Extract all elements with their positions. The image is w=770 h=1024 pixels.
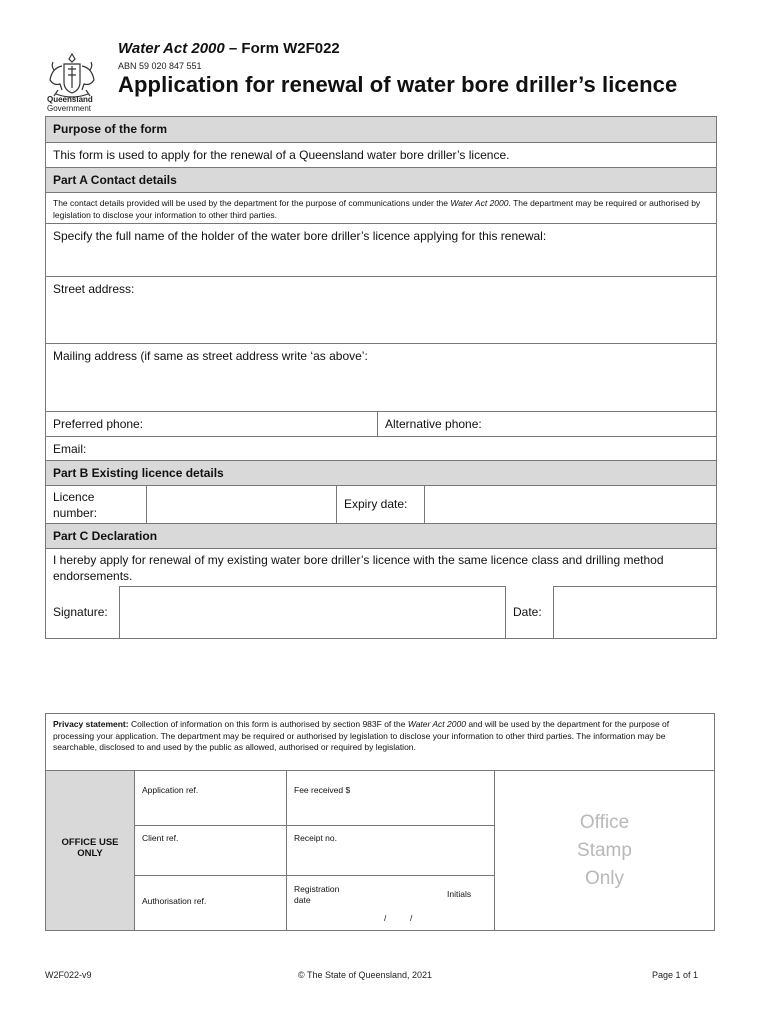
part-b-heading: Part B Existing licence details — [46, 460, 716, 485]
privacy-act: Water Act 2000 — [407, 719, 466, 729]
application-ref-field[interactable] — [134, 771, 286, 825]
client-ref-label: Client ref. — [142, 833, 179, 843]
mailing-address-label: Mailing address (if same as street address write ‘as above’: — [53, 349, 368, 363]
date-input[interactable] — [553, 586, 716, 638]
licence-row — [46, 485, 716, 523]
note-act: Water Act 2000 — [450, 198, 509, 208]
note-before: The contact details provided will be used by the department for the purpose of communications under the — [53, 198, 451, 208]
licence-number-input[interactable] — [146, 486, 336, 523]
licence-label-line-2: number: — [53, 506, 98, 520]
purpose-heading: Purpose of the form — [46, 117, 716, 142]
privacy-lead: Privacy statement: — [53, 719, 129, 729]
expiry-date-input[interactable] — [424, 486, 716, 523]
signature-label: Signature: — [53, 605, 108, 619]
privacy-text-before: Collection of information on this form is authorised by section 983F of the — [128, 719, 408, 729]
office-use-line-2: ONLY — [77, 848, 103, 859]
application-form — [45, 116, 717, 639]
office-use-area — [46, 771, 714, 930]
stamp-line-2: Stamp — [577, 840, 632, 861]
page-title: Application for renewal of water bore driller’s licence — [118, 72, 678, 97]
stamp-line-1: Office — [579, 812, 630, 833]
privacy-text-after: and will be used by the department for the purpose of processing your application. The department may be required or authorised by legislation to disclose your information to other third parties. The information may be searchable, disclosed to and used by the public as allowed, authorised or required by legislation. — [53, 719, 670, 752]
privacy-statement — [46, 714, 714, 771]
purpose-text: This form is used to apply for the renewal of a Queensland water bore driller’s licence. — [46, 142, 716, 167]
email-field[interactable] — [46, 436, 716, 460]
registration-label-line-1: Registration — [294, 884, 340, 894]
abn: ABN 59 020 847 551 — [118, 61, 202, 71]
note-after: . The department may be required or authorised by legislation to disclose your information to other third parties. — [53, 198, 701, 220]
office-use-line-1: OFFICE USE — [61, 837, 119, 848]
street-address-field[interactable] — [46, 276, 716, 343]
authorisation-ref-field[interactable] — [134, 875, 286, 930]
part-c-heading: Part C Declaration — [46, 523, 716, 548]
privacy-office-box — [45, 713, 715, 931]
phone-row — [46, 411, 716, 436]
office-use-label — [46, 771, 134, 930]
footer-page-number: Page 1 of 1 — [652, 970, 699, 980]
signature-input[interactable] — [119, 586, 505, 638]
stamp-line-3: Only — [584, 868, 625, 889]
footer-form-code: W2F022-v9 — [45, 970, 92, 980]
date-slashes: / / — [384, 913, 413, 923]
alternative-phone-field[interactable] — [377, 412, 716, 436]
office-stamp-area — [494, 771, 714, 930]
licence-number-label — [46, 486, 146, 523]
preferred-phone-field[interactable] — [46, 412, 377, 436]
footer-copyright: © The State of Queensland, 2021 — [298, 970, 433, 980]
fee-received-field[interactable] — [286, 771, 494, 825]
logo-sub: Government — [47, 104, 92, 113]
signature-row — [46, 586, 716, 638]
logo-name: Queensland — [47, 95, 93, 104]
initials-label: Initials — [447, 889, 472, 899]
declaration-text: I hereby apply for renewal of my existing water bore driller’s licence with the same licence class and drilling method endorsements. — [46, 548, 716, 586]
application-ref-label: Application ref. — [142, 785, 199, 795]
alternative-phone-label: Alternative phone: — [385, 417, 482, 431]
registration-label-line-2: date — [294, 895, 311, 905]
email-label: Email: — [53, 442, 87, 456]
holder-name-field[interactable] — [46, 223, 716, 276]
act-name: Water Act 2000 — [118, 40, 225, 57]
contact-details-note — [46, 192, 716, 223]
form-code: – Form W2F022 — [224, 40, 340, 57]
receipt-no-label: Receipt no. — [294, 833, 337, 843]
client-ref-field[interactable] — [134, 825, 286, 875]
street-address-label: Street address: — [53, 282, 135, 296]
part-a-heading: Part A Contact details — [46, 167, 716, 192]
mailing-address-field[interactable] — [46, 343, 716, 411]
registration-date-field[interactable] — [286, 875, 494, 930]
receipt-no-field[interactable] — [286, 825, 494, 875]
date-label: Date: — [505, 586, 553, 638]
fee-received-label: Fee received $ — [294, 785, 351, 795]
licence-label-line-1: Licence — [53, 490, 95, 504]
act-form-line — [118, 40, 340, 57]
government-logo-text — [47, 95, 93, 113]
expiry-date-label: Expiry date: — [336, 486, 424, 523]
preferred-phone-label: Preferred phone: — [53, 417, 144, 431]
authorisation-ref-label: Authorisation ref. — [142, 896, 207, 906]
holder-name-label: Specify the full name of the holder of the water bore driller’s licence applying for this renewal: — [53, 229, 547, 243]
